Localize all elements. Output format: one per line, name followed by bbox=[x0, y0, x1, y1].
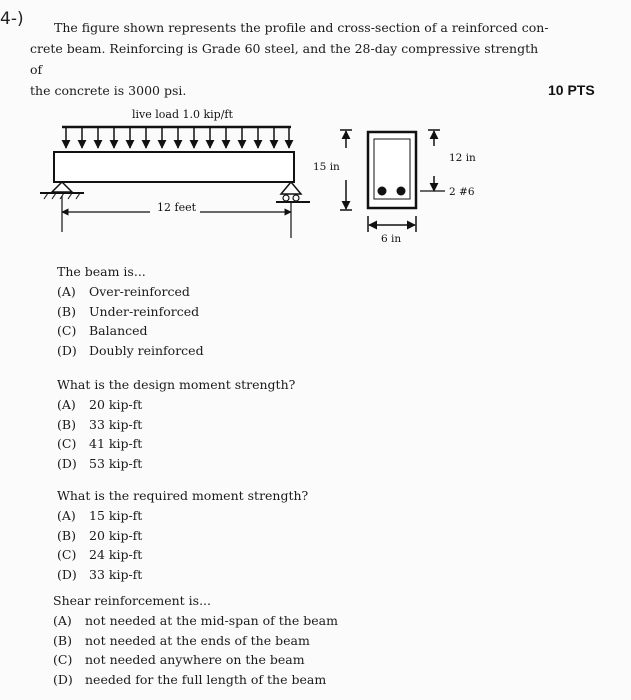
option-label: (D) bbox=[57, 455, 77, 471]
effective-depth-dimension bbox=[420, 130, 445, 191]
option-text: Balanced bbox=[89, 323, 148, 338]
answer-option[interactable] bbox=[57, 395, 295, 415]
question-1 bbox=[57, 262, 204, 360]
option-label: (D) bbox=[57, 566, 77, 582]
option-label: (C) bbox=[57, 436, 77, 451]
rebar-left bbox=[378, 187, 387, 196]
question-stem: What is the design moment strength? bbox=[57, 377, 296, 392]
option-text: 33 kip-ft bbox=[89, 416, 143, 432]
option-label: (C) bbox=[53, 652, 73, 667]
option-label: (C) bbox=[57, 547, 77, 562]
answer-option[interactable] bbox=[57, 282, 204, 302]
answer-option[interactable] bbox=[57, 506, 308, 526]
option-text: 24 kip-ft bbox=[89, 547, 143, 562]
live-load-label: live load 1.0 kip/ft bbox=[132, 108, 233, 121]
option-label: (D) bbox=[53, 671, 73, 687]
problem-statement-line-1: The figure shown represents the profile and cross-section of a reinforced con- bbox=[54, 20, 549, 35]
width-label: 6 in bbox=[381, 233, 402, 245]
answer-option[interactable] bbox=[57, 565, 308, 585]
question-stem: What is the required moment strength? bbox=[57, 488, 309, 503]
problem-statement-line-3: the concrete is 3000 psi. bbox=[30, 83, 187, 98]
answer-option[interactable] bbox=[57, 434, 295, 454]
question-stem: Shear reinforcement is... bbox=[53, 593, 211, 608]
option-label: (C) bbox=[57, 323, 77, 338]
option-text: needed for the full length of the beam bbox=[85, 671, 327, 687]
option-text: 53 kip-ft bbox=[89, 455, 143, 471]
option-text: 15 kip-ft bbox=[89, 508, 143, 523]
load-arrows bbox=[66, 128, 289, 148]
question-2 bbox=[57, 375, 295, 473]
beam-figure bbox=[0, 0, 631, 260]
beam-profile bbox=[54, 152, 294, 182]
answer-option[interactable] bbox=[57, 321, 204, 341]
option-text: not needed anywhere on the beam bbox=[85, 652, 305, 667]
option-label: (B) bbox=[57, 527, 76, 543]
option-label: (B) bbox=[57, 303, 76, 319]
option-text: not needed at the mid-span of the beam bbox=[85, 613, 338, 628]
height-dimension bbox=[340, 130, 352, 210]
effective-depth-label: 12 in bbox=[449, 152, 476, 164]
right-support bbox=[276, 182, 310, 202]
answer-option[interactable] bbox=[57, 454, 295, 474]
option-text: 20 kip-ft bbox=[89, 527, 143, 543]
option-text: 41 kip-ft bbox=[89, 436, 143, 451]
answer-option[interactable] bbox=[53, 611, 338, 631]
width-dimension bbox=[368, 216, 416, 232]
option-text: not needed at the ends of the beam bbox=[85, 632, 310, 648]
points-label: 10 PTS bbox=[548, 82, 595, 98]
answer-option[interactable] bbox=[53, 631, 338, 651]
option-label: (B) bbox=[53, 632, 72, 648]
problem-number: 4-) bbox=[0, 9, 24, 29]
option-label: (A) bbox=[57, 508, 76, 523]
question-3 bbox=[57, 486, 308, 584]
span-label: 12 feet bbox=[157, 201, 197, 214]
question-4 bbox=[53, 591, 338, 689]
bars-label: 2 #6 bbox=[449, 186, 475, 198]
option-label: (D) bbox=[57, 342, 77, 358]
option-label: (A) bbox=[57, 397, 76, 412]
option-label: (B) bbox=[57, 416, 76, 432]
answer-option[interactable] bbox=[57, 545, 308, 565]
option-label: (A) bbox=[53, 613, 72, 628]
option-text: Over-reinforced bbox=[89, 284, 190, 299]
rebar-right bbox=[397, 187, 406, 196]
option-text: 20 kip-ft bbox=[89, 397, 143, 412]
answer-option[interactable] bbox=[57, 341, 204, 361]
beam-cross-section bbox=[368, 132, 416, 208]
option-text: Doubly reinforced bbox=[89, 342, 204, 358]
option-text: Under-reinforced bbox=[89, 303, 200, 319]
answer-option[interactable] bbox=[57, 302, 204, 322]
answer-option[interactable] bbox=[53, 670, 338, 690]
option-label: (A) bbox=[57, 284, 76, 299]
answer-option[interactable] bbox=[57, 526, 308, 546]
problem-statement-line-2: crete beam. Reinforcing is Grade 60 steel, and the 28-day compressive strength of bbox=[30, 41, 539, 77]
answer-option[interactable] bbox=[57, 415, 295, 435]
height-label: 15 in bbox=[313, 161, 340, 173]
question-stem: The beam is... bbox=[57, 264, 146, 279]
option-text: 33 kip-ft bbox=[89, 566, 143, 582]
answer-option[interactable] bbox=[53, 650, 338, 670]
